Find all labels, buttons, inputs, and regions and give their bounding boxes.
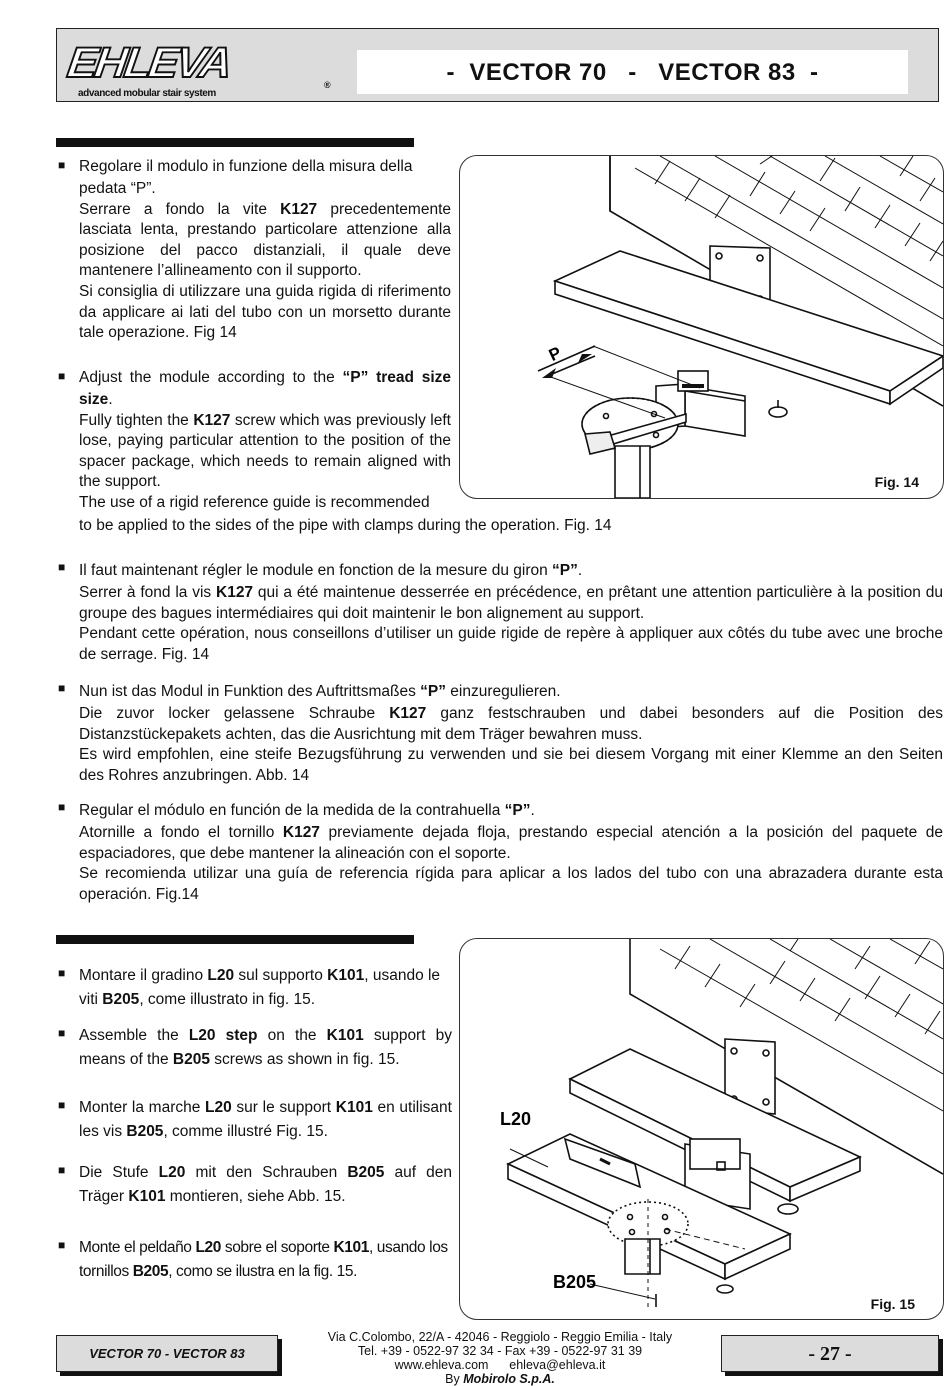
footer-company: By Mobirolo S.p.A. [445, 1372, 555, 1386]
bullet-icon: ■ [58, 1163, 66, 1177]
paragraph-en: Adjust the module according to the “P” tread size size. Fully tighten the K127 screw which was previously left lose, paying particular attention to the position of the spacer package, which needs to remain aligned with the support. The use of a rigid reference guide is recommended [79, 369, 452, 511]
footer-address: Via C.Colombo, 22/A - 42046 - Reggiolo - Reggio Emilia - Italy [327, 1330, 673, 1344]
step-es: Monte el peldaño L20 sobre el soporte K101, usando los tornillos B205, como se ilustra en la fig. 15. [79, 1239, 448, 1280]
paragraph-it: Regolare il modulo in funzione della misura della pedata “P”. Serrare a fondo la vite K127 precedentemente lasciata lenta, prestando particolare attenzione alla posizione del pacco distanziali, il quale deve mantenere l’allineamento con il supporto. Si consiglia di utilizzare una guida rigida di riferimento da applicare ai lati del tubo con un morsetto durante tale operazione. Fig 14 [79, 158, 451, 342]
paragraph-en-tail: to be applied to the sides of the pipe with clamps during the operation. Fig. 14 [79, 517, 612, 534]
bullet-icon: ■ [58, 369, 66, 383]
footer-web: www.ehleva.com ehleva@ehleva.it [394, 1358, 606, 1372]
registered-mark: ® [324, 80, 331, 90]
bullet-icon: ■ [58, 560, 66, 574]
section-divider [56, 138, 414, 147]
figure-14-caption: Fig. 14 [874, 474, 919, 490]
step-de: Die Stufe L20 mit den Schrauben B205 auf den Träger K101 montieren, siehe Abb. 15. [79, 1164, 452, 1205]
bullet-icon: ■ [58, 1098, 66, 1112]
footer-contact [300, 1330, 700, 1386]
figure-15-drawing [460, 939, 943, 1319]
bullet-icon: ■ [58, 800, 66, 814]
bullet-icon: ■ [58, 158, 66, 172]
figure-14-drawing [460, 156, 943, 498]
ehleva-logo: EHLEVA [64, 38, 233, 87]
paragraph-es: Regular el módulo en función de la medida de la contrahuella “P”. Atornille a fondo el tornillo K127 previamente dejada floja, prestando especial atención a la posición del paquete de espaciadores, que debe mantener la alineación con el soporte. Se recomienda utilizar una guía de referencia rígida para aplicar a los lados del tubo con una abrazadera durante esta operación. Fig.14 [79, 802, 943, 903]
footer-product: VECTOR 70 - VECTOR 83 [56, 1335, 278, 1372]
part-b205-label: B205 [553, 1272, 597, 1292]
footer-phone: Tel. +39 - 0522-97 32 34 - Fax +39 - 0522-97 31 39 [357, 1344, 643, 1358]
dimension-p-label: P [545, 342, 565, 366]
figure-15-caption: Fig. 15 [870, 1296, 915, 1312]
part-l20-label: L20 [500, 1109, 532, 1129]
bullet-icon: ■ [58, 681, 66, 695]
section-divider [56, 935, 414, 944]
figure-14 [459, 155, 944, 499]
paragraph-de: Nun ist das Modul in Funktion des Auftrittsmaßes “P” einzuregulieren. Die zuvor locker gelassene Schraube K127 ganz festschrauben und dabei besonders auf die Position des Distanzstückepakets achten, das die Ausrichtung mit dem Träger bewahren muss. Es wird empfohlen, eine steife Bezugsführung zu verwenden und sie bei diesem Vorgang mit einer Klemme an den Seiten des Rohres anzubringen. Abb. 14 [79, 683, 943, 784]
step-en: Assemble the L20 step on the K101 support by means of the B205 screws as shown in fig. 15. [79, 1027, 453, 1068]
page-number: - 27 - [721, 1335, 939, 1372]
page-title: - VECTOR 70 - VECTOR 83 - [446, 59, 819, 86]
paragraph-fr: Il faut maintenant régler le module en fonction de la mesure du giron “P”. Serrer à fond la vis K127 qui a été maintenue desserrée en précédence, en prêtant une attention particulière à la position du groupe des bagues intermédiaires qui doit maintenir le bon alignement au support. Pendant cette opération, nous conseillons d’utiliser un guide rigide de repère à appliquer aux côtés du tube avec une broche de serrage. Fig. 14 [79, 562, 943, 663]
bullet-icon: ■ [58, 1026, 66, 1040]
logo-tagline: advanced mobular stair system [78, 88, 216, 99]
step-fr: Monter la marche L20 sur le support K101 en utilisant les vis B205, comme illustré Fig. 15. [79, 1099, 452, 1140]
bullet-icon: ■ [58, 1238, 66, 1252]
step-it: Montare il gradino L20 sul supporto K101, usando le viti B205, come illustrato in fig. 15. [79, 967, 441, 1008]
figure-15 [459, 938, 944, 1320]
bullet-icon: ■ [58, 966, 66, 980]
